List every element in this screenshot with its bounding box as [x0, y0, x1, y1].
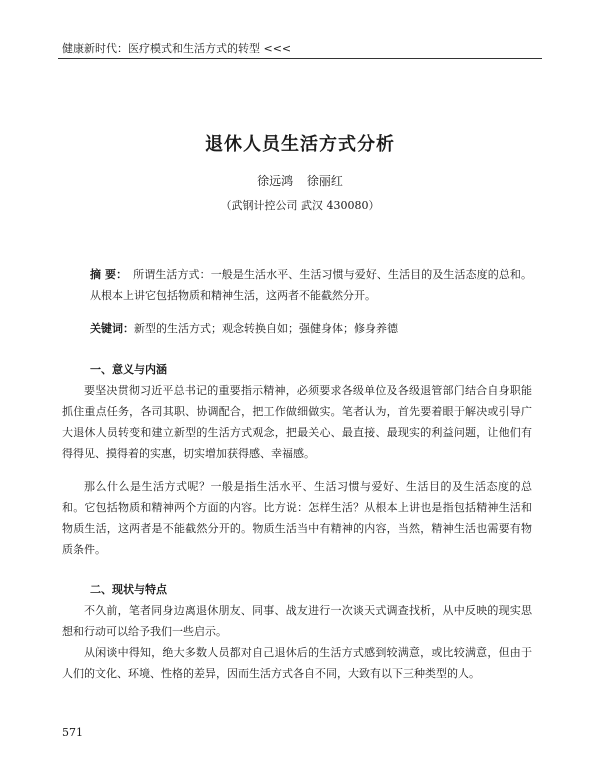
header-divider — [58, 58, 542, 59]
body-paragraph: 那么什么是生活方式呢？一般是指生活水平、生活习惯与爱好、生活目的及生活态度的总和。它包括物质和精神两个方面的内容。比方说：怎样生活？从根本上讲也是指包括精神生活和物质生活，这两者是不能截然分开的。物质生活当中有精神的内容，当然，精神生活也需要有物质条件。 — [62, 480, 532, 556]
keywords-block — [90, 318, 532, 339]
section-heading-status: 二、现状与特点 — [90, 583, 167, 596]
keywords-label: 关键词： — [90, 322, 134, 335]
abstract-block — [90, 264, 532, 306]
abstract-text: 所谓生活方式：一般是生活水平、生活习惯与爱好、生活目的及生活态度的总和。从根本上讲它包括物质和精神生活，这两者不能截然分开。 — [90, 268, 532, 302]
body-paragraph: 要坚决贯彻习近平总书记的重要指示精神，必须要求各级单位及各级退管部门结合自身职能抓住重点任务，各司其职、协调配合，把工作做细做实。笔者认为，首先要着眼于解决或引导广大退休人员转变和建立新型的生活方式观念，把最关心、最直接、最现实的利益问题，让他们有得得见、摸得着的实惠，切实增加获得感、幸福感。 — [62, 384, 532, 460]
article-authors: 徐远鸿 徐丽红 — [257, 174, 343, 188]
body-paragraph: 不久前，笔者同身边离退休朋友、同事、战友进行一次谈天式调查找析，从中反映的现实思想和行动可以给予我们一些启示。 — [62, 604, 532, 638]
article-title: 退休人员生活方式分析 — [205, 134, 395, 155]
keywords-text: 新型的生活方式；观念转换自如；强健身体；修身养德 — [134, 322, 398, 335]
section-heading-meaning: 一、意义与内涵 — [90, 363, 167, 376]
article-affiliation: （武钢计控公司 武汉 430080） — [220, 199, 380, 212]
body-paragraph: 从闲谈中得知，绝大多数人员都对自己退休后的生活方式感到较满意，或比较满意，但由于人们的文化、环境、性格的差异，因而生活方式各自不同，大致有以下三种类型的人。 — [62, 646, 532, 680]
running-header: 健康新时代：医疗模式和生活方式的转型 <<< — [62, 42, 292, 55]
abstract-label: 摘 要： — [90, 268, 128, 281]
page-number: 571 — [62, 726, 83, 739]
